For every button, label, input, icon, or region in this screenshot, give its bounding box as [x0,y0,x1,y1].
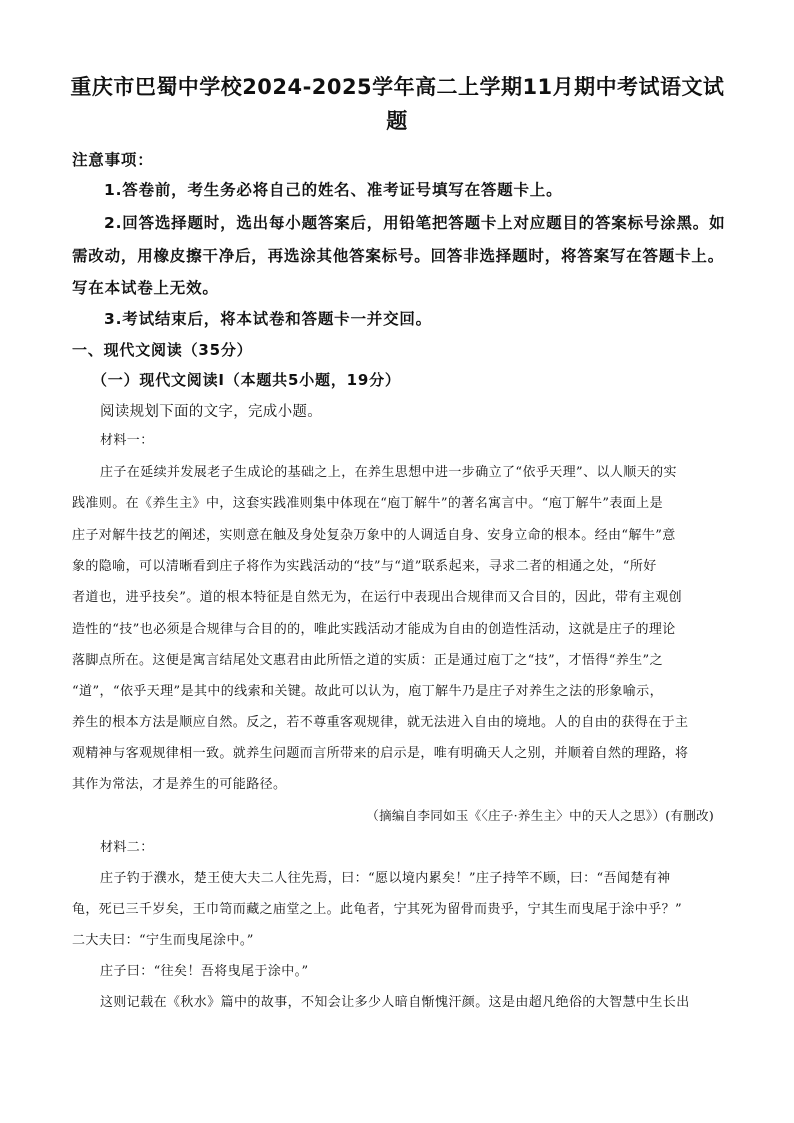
notice-item-2-cont: 需改动，用橡皮擦干净后，再选涂其他答案标号。回答非选择题时，将答案写在答题卡上。 [72,247,725,265]
subsection-heading: （一）现代文阅读Ⅰ（本题共5小题，19分） [92,371,401,389]
material1-line: 庄子在延续并发展老子生成论的基础之上，在养生思想中进一步确立了“依乎天理”、以人顺天的实 [100,465,677,480]
material1-label: 材料一： [100,433,154,448]
material1-source: （摘编自李同如玉《〈庄子·养生主〉中的天人之思》）(有删改) [366,808,714,823]
material1-line: 落脚点所在。这便是寓言结尾处文惠君由此所悟之道的实质：正是通过庖丁之“技”，才悟得“养生”之 [72,653,663,668]
material1-line: 象的隐喻，可以清晰看到庄子将作为实践活动的“技”与“道”联系起来，寻求二者的相通之处，“所好 [72,559,657,574]
material1-line: 观精神与客观规律相一致。就养生问题而言所带来的启示是，唯有明确天人之别，并顺着自然的理路，将 [72,746,689,761]
section-heading: 一、现代文阅读（35分） [72,341,253,359]
notice-item-2: 2.回答选择题时，选出每小题答案后，用铅笔把答题卡上对应题目的答案标号涂黑。如 [104,214,726,232]
material2-label: 材料二： [100,840,154,855]
reading-instruction: 阅读规划下面的文字，完成小题。 [100,404,322,420]
material2-line: 二大夫曰：“宁生而曳尾涂中。” [72,933,254,948]
material1-line: “道”，“依乎天理”是其中的线索和关键。故此可以认为，庖丁解牛乃是庄子对养生之法的形象喻示， [72,684,663,699]
page-title-continued: 题 [386,109,408,133]
material1-line: 造性的“技”也必须是合规律与合目的的，唯此实践活动才能成为自由的创造性活动，这就是庄子的理论 [72,622,676,637]
material2-line: 这则记载在《秋水》篇中的故事，不知会让多少人暗自惭愧汗颜。这是由超凡绝俗的大智慧中生长出 [100,995,690,1010]
page-title: 重庆市巴蜀中学校2024-2025学年高二上学期11月期中考试语文试 [70,75,725,99]
material2-line: 庄子钓于濮水，楚王使大夫二人往先焉，曰：“愿以境内累矣！”庄子持竿不顾，曰：“吾闻楚有神 [100,871,671,886]
notice-item-1: 1.答卷前，考生务必将自己的姓名、准考证号填写在答题卡上。 [104,181,563,199]
material1-line: 其作为常法，才是养生的可能路径。 [72,777,287,792]
material2-line: 龟，死已三千岁矣，王巾笥而藏之庙堂之上。此龟者，宁其死为留骨而贵乎，宁其生而曳尾于涂中乎？” [72,902,683,917]
material2-line: 庄子曰：“往矣！吾将曳尾于涂中。” [100,964,309,979]
notice-heading: 注意事项： [72,151,154,169]
notice-item-3: 3.考试结束后，将本试卷和答题卡一并交回。 [104,310,432,328]
material1-line: 庄子对解牛技艺的阐述，实则意在触及身处复杂万象中的人调适自身、安身立命的根本。经由“解牛”意 [72,528,676,543]
notice-item-2-cont-2: 写在本试卷上无效。 [72,279,219,297]
material1-line: 者道也，进乎技矣”。道的根本特征是自然无为，在运行中表现出合规律而又合目的，因此，带有主观创 [72,590,683,605]
material1-line: 养生的根本方法是顺应自然。反之，若不尊重客观规律，就无法进入自由的境地。人的自由的获得在于主 [72,715,689,730]
material1-line: 践准则。在《养生主》中，这套实践准则集中体现在“庖丁解牛”的著名寓言中。“庖丁解牛”表面上是 [72,496,663,511]
